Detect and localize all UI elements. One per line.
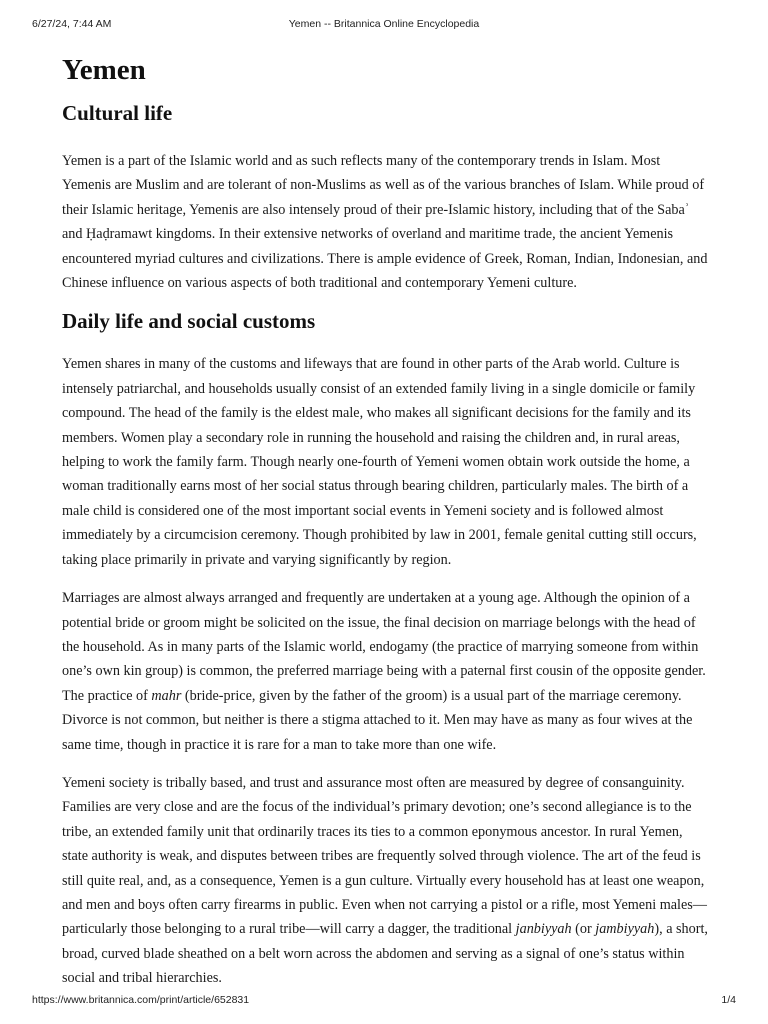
paragraph-marriage bbox=[62, 586, 712, 757]
print-header bbox=[0, 18, 768, 32]
page-number: 1/4 bbox=[721, 994, 736, 1006]
paragraph-family-structure: Yemen shares in many of the customs and lifeways that are found in other parts of the Arab world. Culture is intensely patriarchal, and households usually consist of an extended family living in a single domicile or family compound. The head of the family is the eldest male, who makes all significant decisions for the family and its members. Women play a secondary role in running the household and raising the children and, in rural areas, helping to work the family farm. Though nearly one-fourth of Yemeni women obtain work outside the home, a woman traditionally earns most of her social status through bearing children, particularly males. The birth of a male child is considered one of the most important social events in Yemeni society and is followed almost immediately by a circumcision ceremony. Though prohibited by law in 2001, female genital cutting still occurs, taking place primarily in private and varying significantly by region. bbox=[62, 356, 697, 568]
section-heading-daily-life: Daily life and social customs bbox=[62, 309, 316, 334]
print-datetime: 6/27/24, 7:44 AM bbox=[32, 18, 112, 30]
print-footer bbox=[0, 994, 768, 1008]
term-janbiyyah: janbiyyah bbox=[515, 921, 572, 938]
article-title: Yemen bbox=[62, 54, 146, 86]
marriage-text-a: Marriages are almost always arranged and frequently are undertaken at a young age. Although the opinion of a potential bride or groom might be solicited on the issue, the final decision on marriage belongs with the head of the household. As in many parts of the Islamic world, endogamy (the practice of marrying someone from within one’s own kin group) is common, the preferred marriage being with a paternal first cousin of the opposite gender. The practice of bbox=[62, 590, 706, 704]
tribal-text-b: ), a short, broad, curved blade sheathed on a belt worn across the abdomen and serving as a signal of one’s status within social and tribal hierarchies. bbox=[62, 921, 708, 987]
tribal-text-a: Yemeni society is tribally based, and trust and assurance most often are measured by degree of consanguinity. Families are very close and are the focus of the individual’s primary devotion; one’s second allegiance is to the tribe, an extended family unit that ordinarily traces its ties to a common eponymous ancestor. In rural Yemen, state authority is weak, and disputes between tribes are frequently solved through violence. The art of the feud is still quite real, and, as a consequence, Yemen is a gun culture. Virtually every household has at least one weapon, and men and boys often carry firearms in public. Even when not carrying a pistol or a rifle, most Yemeni males—particularly those belonging to a rural tribe—will carry a dagger, the traditional bbox=[62, 774, 707, 938]
print-page-title: Yemen -- Britannica Online Encyclopedia bbox=[288, 18, 480, 30]
paragraph-cultural-life: Yemen is a part of the Islamic world and as such reflects many of the contemporary trends in Islam. Most Yemenis are Muslim and are tolerant of non-Muslims as well as of the various branches of Islam. While proud of their Islamic heritage, Yemenis are also intensely proud of their pre-Islamic history, including that of the Sabaʾ and Ḥaḍramawt kingdoms. In their extensive networks of overland and maritime trade, the ancient Yemenis encountered myriad cultures and civilizations. There is ample evidence of Greek, Roman, Indian, Indonesian, and Chinese influence on various aspects of both traditional and contemporary Yemeni culture. bbox=[62, 153, 708, 292]
paragraph-tribal-society bbox=[62, 771, 712, 991]
section-heading-cultural-life: Cultural life bbox=[62, 101, 173, 125]
term-mahr: mahr bbox=[151, 687, 182, 704]
term-jambiyyah: jambiyyah bbox=[595, 921, 655, 938]
tribal-text-mid: (or bbox=[571, 921, 596, 938]
marriage-text-b: (bride-price, given by the father of the groom) is a usual part of the marriage ceremony. Divorce is not common, but neither is there a stigma attached to it. Men may have as many as four wives at the same time, though in practice it is rare for a man to take more than one wife. bbox=[62, 687, 693, 753]
article-content bbox=[62, 50, 712, 991]
article-url: https://www.britannica.com/print/article/652831 bbox=[32, 994, 250, 1006]
